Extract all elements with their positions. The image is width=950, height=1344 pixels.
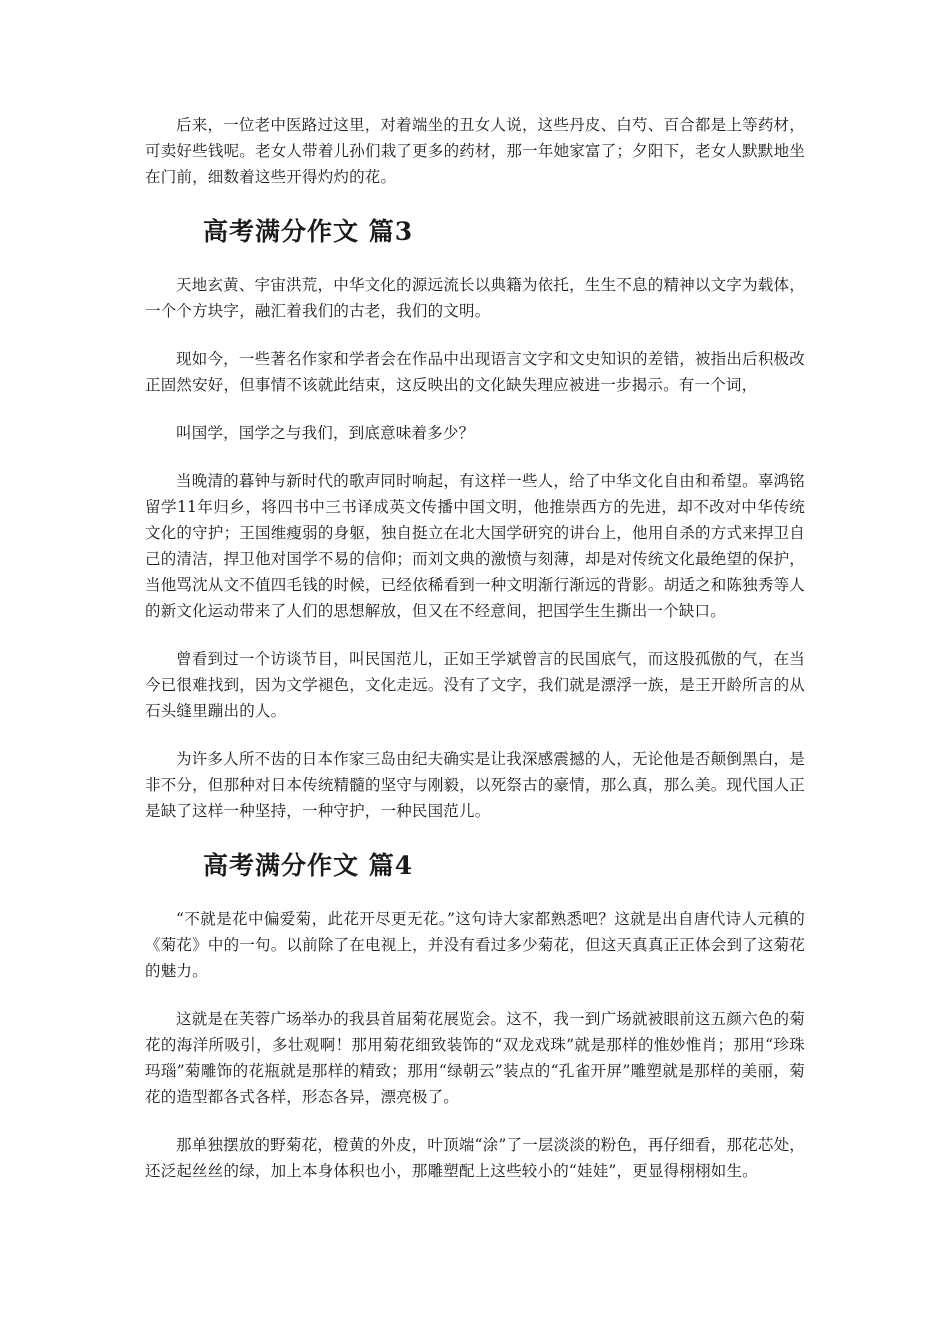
section-heading-3: 高考满分作文 篇3 (203, 217, 414, 246)
paragraph: 那单独摆放的野菊花，橙黄的外皮，叶顶端“涂”了一层淡淡的粉色，再仔细看，那花芯处，还泛起丝丝的绿，加上本身体积也小，那雕塑配上这些较小的“娃娃”，更显得栩栩如生。 (145, 1136, 805, 1180)
section-heading-4: 高考满分作文 篇4 (203, 851, 414, 880)
paragraph: “不就是花中偏爱菊，此花开尽更无花。”这句诗大家都熟悉吧？这就是出自唐代诗人元稹的《菊花》中的一句。以前除了在电视上，并没有看过多少菊花，但这天真真正正体会到了这菊花的魅力。 (145, 910, 805, 980)
paragraph: 后来，一位老中医路过这里，对着端坐的丑女人说，这些丹皮、白芍、百合都是上等药材，可卖好些钱呢。老女人带着儿孙们栽了更多的药材，那一年她家富了；夕阳下，老女人默默地坐在门前，细数着这些开得灼灼的花。 (145, 116, 805, 186)
paragraph: 现如今，一些著名作家和学者会在作品中出现语言文字和文史知识的差错，被指出后积极改正固然安好，但事情不该就此结束，这反映出的文化缺失理应被进一步揭示。有一个词， (145, 350, 805, 394)
paragraph: 天地玄黄、宇宙洪荒，中华文化的源远流长以典籍为依托，生生不息的精神以文字为载体，一个个方块字，融汇着我们的古老，我们的文明。 (145, 276, 805, 320)
paragraph: 叫国学，国学之与我们，到底意味着多少？ (176, 424, 475, 442)
paragraph: 曾看到过一个访谈节目，叫民国范儿，正如王学斌曾言的民国底气，而这股孤傲的气，在当今已很难找到，因为文学褪色，文化走远。没有了文字，我们就是漂浮一族，是王开龄所言的从石头缝里蹦出的人。 (145, 650, 805, 720)
paragraph: 当晚清的暮钟与新时代的歌声同时响起，有这样一些人，给了中华文化自由和希望。辜鸿铭留学11年归乡，将四书中三书译成英文传播中国文明，他推崇西方的先进，却不改对中华传统文化的守护；王国维瘦弱的身躯，独自挺立在北大国学研究的讲台上，他用自杀的方式来捍卫自己的清洁，捍卫他对国学不易的信仰；而刘文典的激愤与刻薄，却是对传统文化最绝望的保护，当他骂沈从文不值四毛钱的时候，已经依稀看到一种文明渐行渐远的背影。胡适之和陈独秀等人的新文化运动带来了人们的思想解放，但又在不经意间，把国学生生撕出一个缺口。 (145, 472, 805, 620)
paragraph: 为许多人所不齿的日本作家三岛由纪夫确实是让我深感震撼的人，无论他是否颠倒黑白，是非不分，但那种对日本传统精髓的坚守与刚毅，以死祭古的豪情，那么真，那么美。现代国人正是缺了这样一种坚持，一种守护，一种民国范儿。 (145, 750, 805, 820)
paragraph: 这就是在芙蓉广场举办的我县首届菊花展览会。这不，我一到广场就被眼前这五颜六色的菊花的海洋所吸引，多壮观啊！那用菊花细致装饰的“双龙戏珠”就是那样的惟妙惟肖；那用“珍珠玛瑙”菊雕饰的花瓶就是那样的精致；那用“绿朝云”装点的“孔雀开屏”雕塑就是那样的美丽，菊花的造型都各式各样，形态各异，漂亮极了。 (145, 1010, 805, 1106)
document-page (145, 112, 805, 1206)
